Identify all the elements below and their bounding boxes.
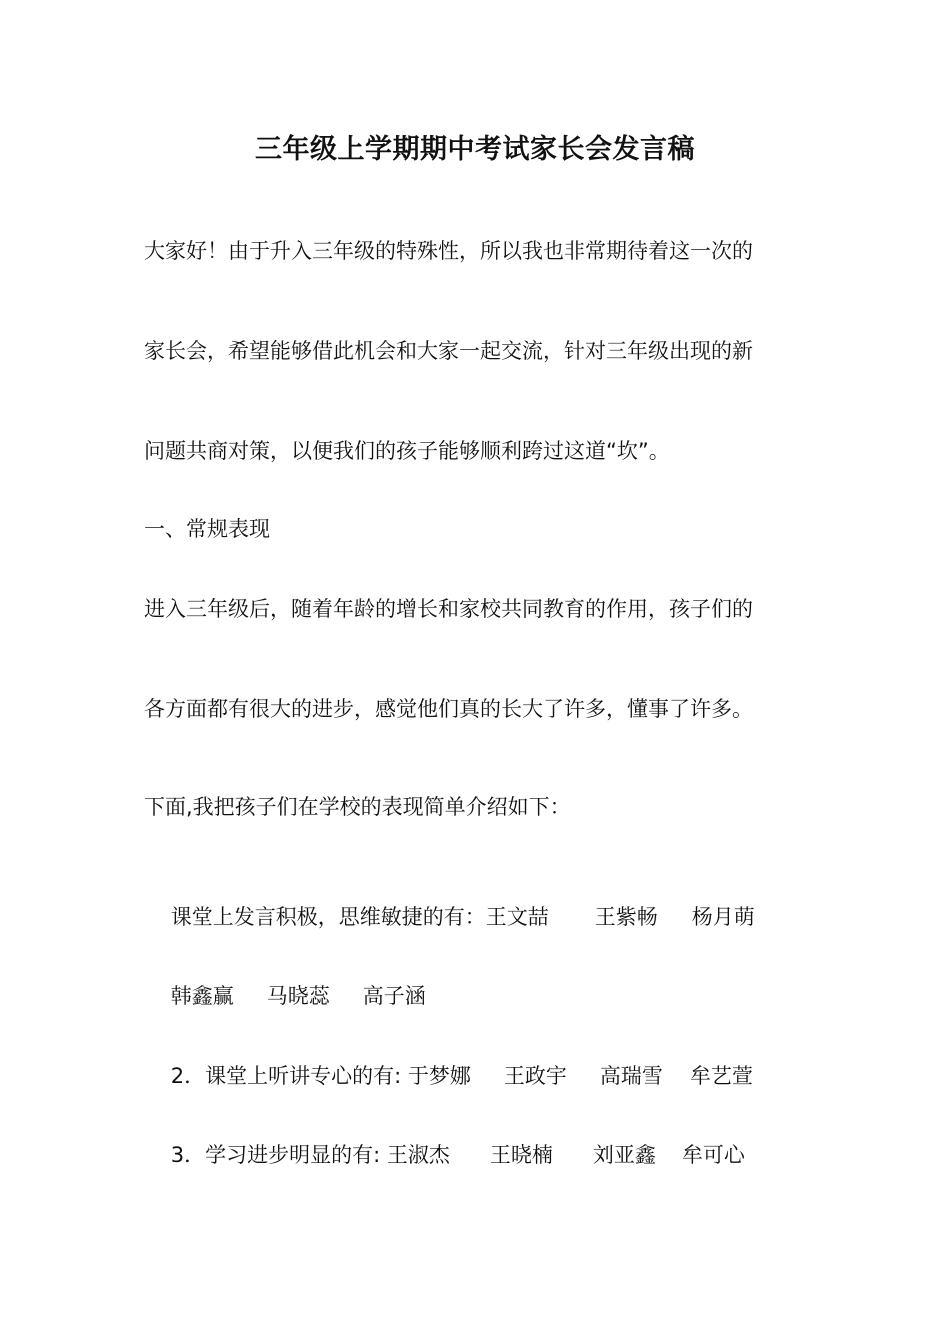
section1-heading: 一、常规表现 — [144, 517, 270, 541]
item2-name: 高瑞雪 — [599, 1064, 663, 1088]
section1-line-2: 各方面都有很大的进步，感觉他们真的长大了许多，懂事了许多。 — [144, 697, 753, 721]
item3-line — [144, 1110, 745, 1200]
document-title: 三年级上学期期中考试家长会发言稿 — [255, 134, 695, 165]
item2-name: 王政宇 — [503, 1064, 567, 1088]
intro-line-2: 家长会，希望能够借此机会和大家一起交流，针对三年级出现的新 — [144, 339, 753, 363]
item1-name: 杨月萌 — [691, 905, 755, 929]
intro-line-3: 问题共商对策，以便我们的孩子能够顺利跨过这道“坎”。 — [144, 439, 670, 463]
item1-continued-line — [144, 951, 426, 1041]
list-intro: 下面,我把孩子们在学校的表现简单介绍如下： — [144, 795, 571, 819]
item1-label: 课堂上发言积极，思维敏捷的有： — [170, 905, 486, 929]
item1-name: 韩鑫赢 — [170, 984, 234, 1008]
item1-name: 高子涵 — [362, 984, 426, 1008]
item1-name: 王紫畅 — [594, 905, 658, 929]
item2-label: 2．课堂上听讲专心的有: — [170, 1064, 408, 1088]
item2-line — [144, 1031, 753, 1121]
item1-line — [144, 872, 755, 962]
item1-name: 王文喆 — [485, 905, 549, 929]
item3-label: 3．学习进步明显的有: — [170, 1143, 387, 1167]
item2-name: 牟艺萱 — [689, 1064, 753, 1088]
item3-name: 刘亚鑫 — [592, 1143, 656, 1167]
item2-name: 于梦娜 — [407, 1064, 471, 1088]
item3-name: 牟可心 — [681, 1143, 745, 1167]
section1-line-1: 进入三年级后，随着年龄的增长和家校共同教育的作用，孩子们的 — [144, 597, 753, 621]
item3-name: 王淑杰 — [386, 1143, 450, 1167]
item1-name: 马晓蕊 — [266, 984, 330, 1008]
item3-name: 王晓楠 — [489, 1143, 553, 1167]
intro-line-1: 大家好！由于升入三年级的特殊性，所以我也非常期待着这一次的 — [144, 239, 753, 263]
